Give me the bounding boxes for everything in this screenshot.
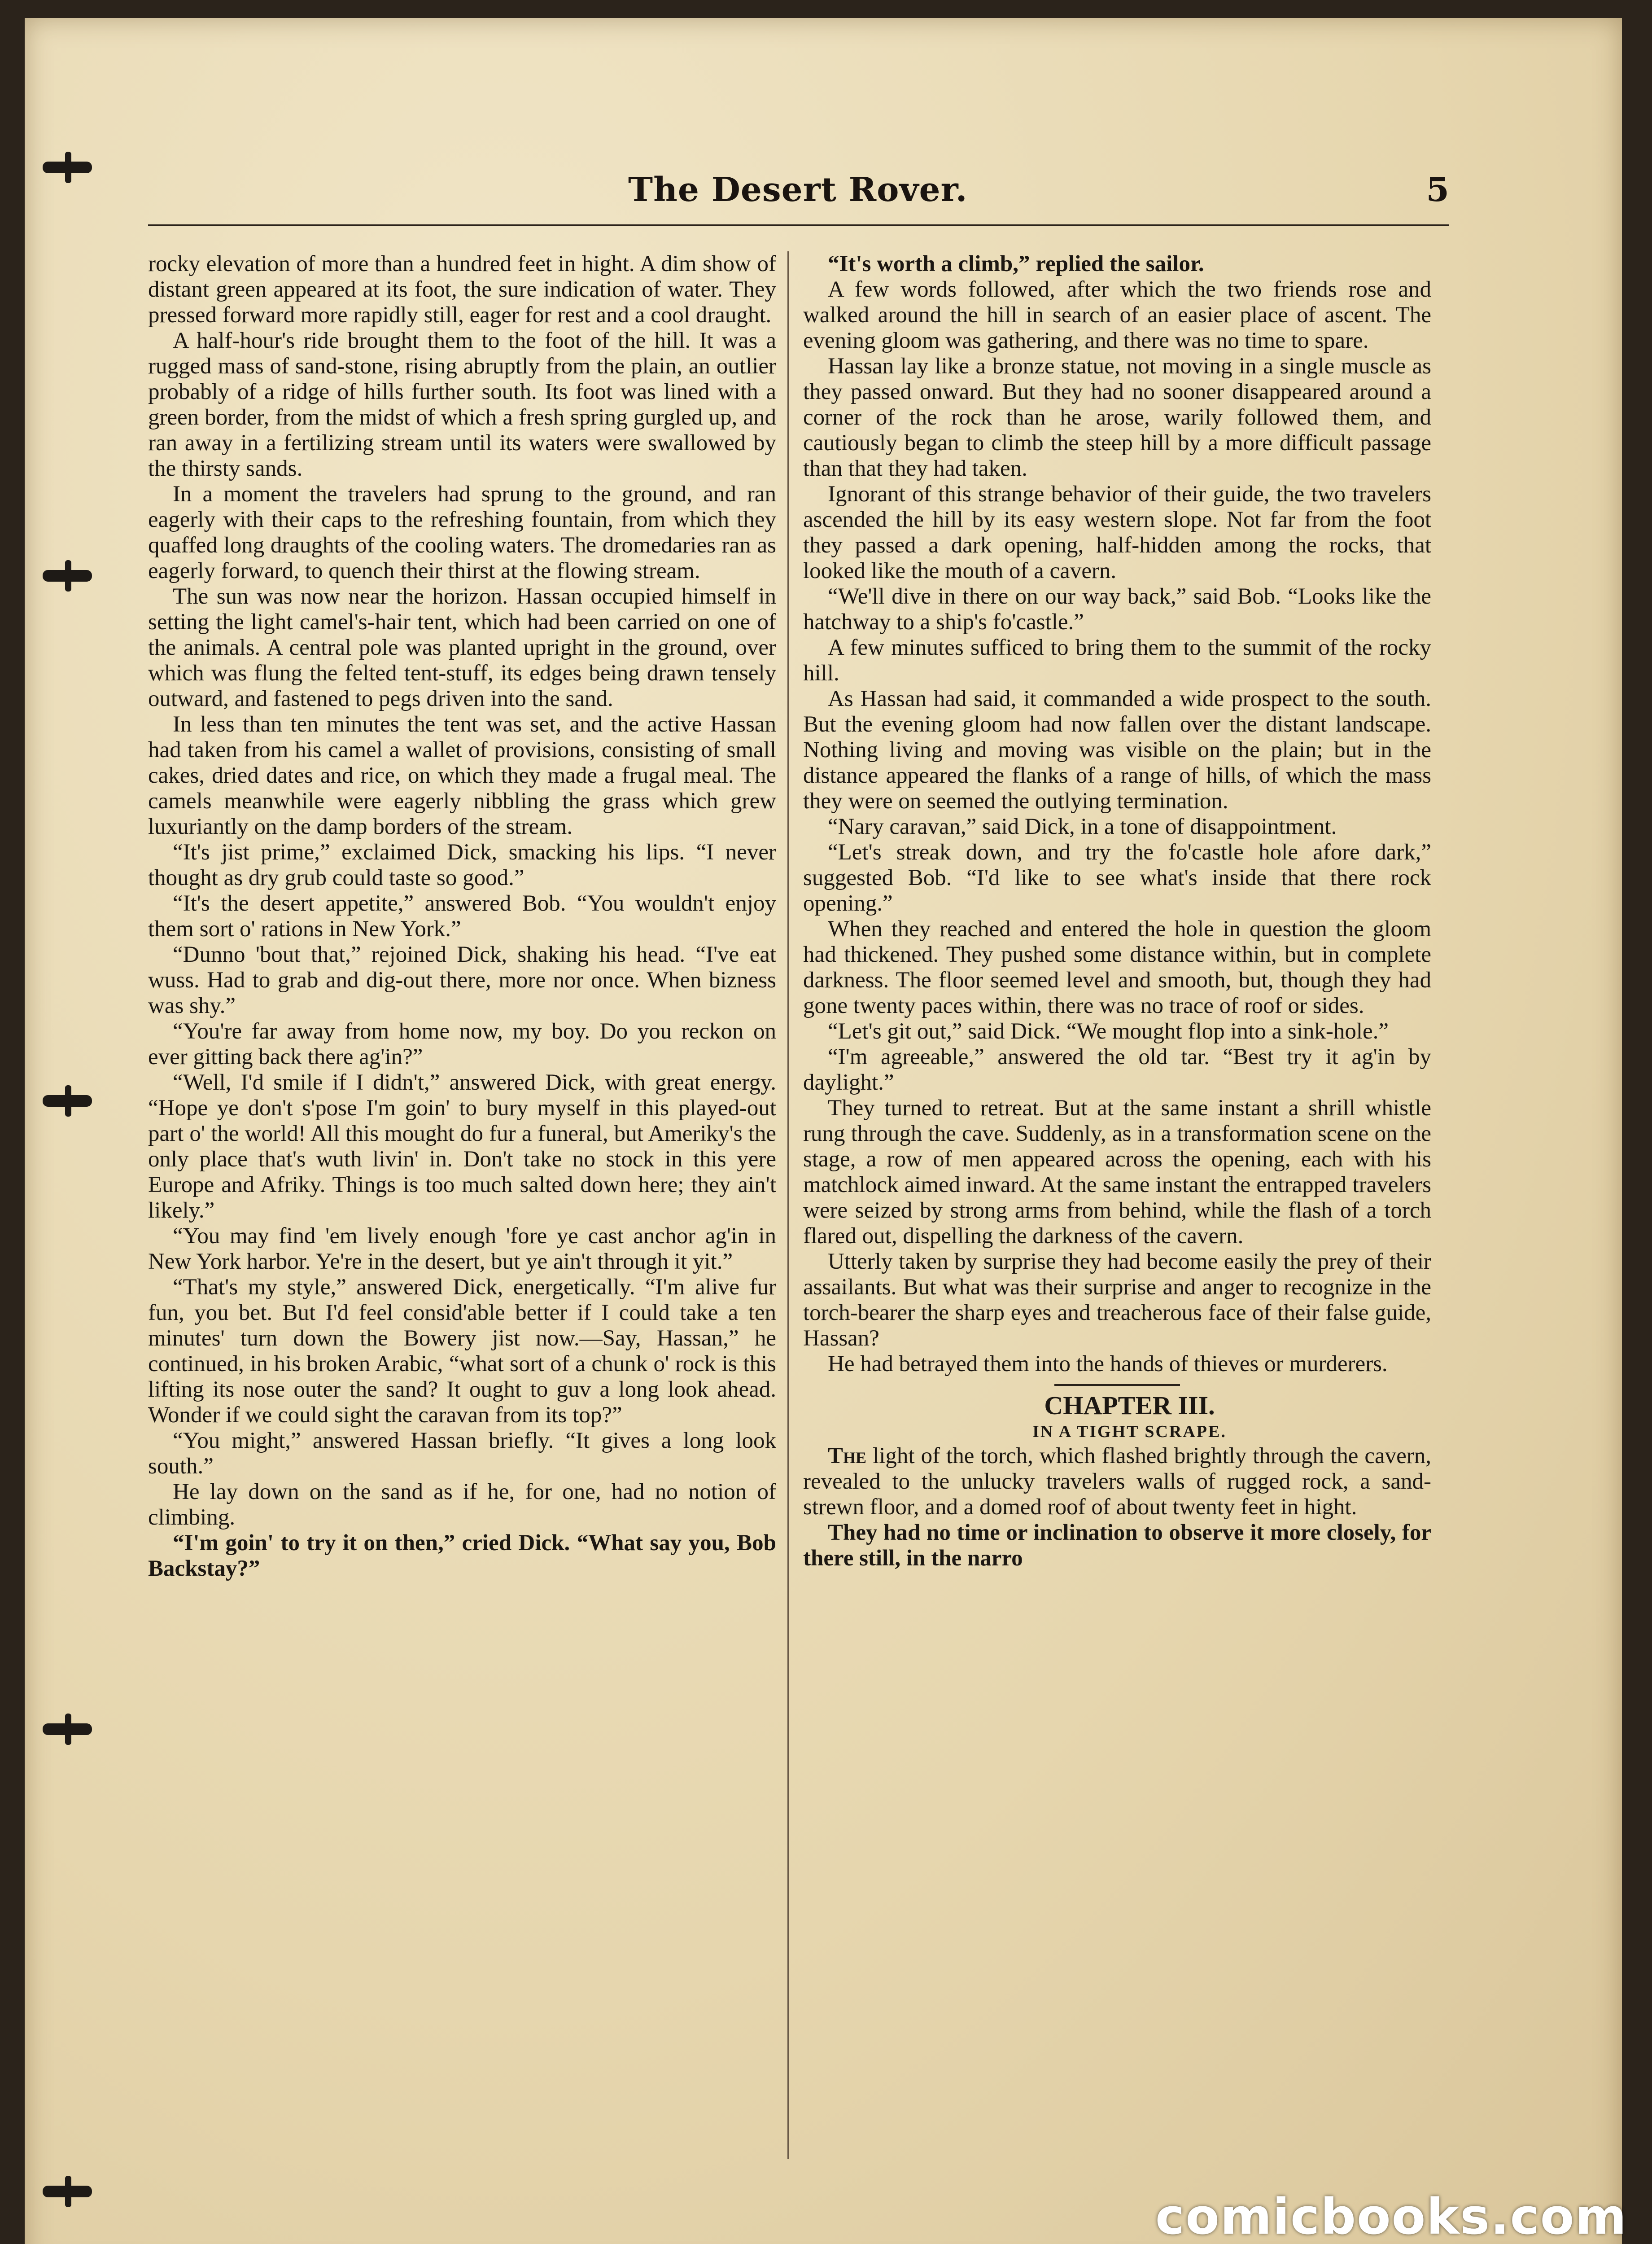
- paragraph: When they reached and entered the hole in question the gloom had thickened. They pushed some distance within, but in complete darkness. The floor seemed level and smooth, but, though they had gone twenty paces within, there was no trace of roof or sides.: [803, 916, 1431, 1018]
- paragraph: “We'll dive in there on our way back,” said Bob. “Looks like the hatchway to a ship's fo'castle.”: [803, 584, 1431, 635]
- binding-stitch: [43, 2186, 92, 2197]
- right-column: [803, 251, 1431, 2163]
- binding-stitch: [43, 1723, 92, 1735]
- paragraph: A few words followed, after which the two friends rose and walked around the hill in search of an easier place of ascent. The evening gloom was gathering, and there was no time to spare.: [803, 277, 1431, 353]
- paragraph: He lay down on the sand as if he, for one, had no notion of climbing.: [148, 1479, 776, 1530]
- paragraph: rocky elevation of more than a hundred feet in hight. A dim show of distant green appeared at its foot, the sure indication of water. They pressed forward more rapidly still, eager for rest and a cool draught.: [148, 251, 776, 328]
- paragraph: “It's jist prime,” exclaimed Dick, smacking his lips. “I never thought as dry grub could taste so good.”: [148, 840, 776, 890]
- binding-stitch: [43, 570, 92, 582]
- lead-word: The: [828, 1443, 867, 1468]
- paragraph: They turned to retreat. But at the same instant a shrill whistle rung through the cave. Suddenly, as in a transformation scene on the stage, a row of men appeared across the opening, each with his matchlock aimed inward. At the same instant the entrapped travelers were seized by strong arms from behind, while the flash of a torch flared out, dispelling the darkness of the cavern.: [803, 1096, 1431, 1249]
- paragraph: Utterly taken by surprise they had become easily the prey of their assailants. But what was their surprise and anger to recognize in the torch-bearer the sharp eyes and treacherous face of their false guide, Hassan?: [803, 1249, 1431, 1351]
- paragraph: The sun was now near the horizon. Hassan occupied himself in setting the light camel's-hair tent, which had been carried on one of the animals. A central pole was planted upright in the ground, over which was flung the felted tent-stuff, its edges being drawn tensely outward, and fastened to pegs driven into the sand.: [148, 584, 776, 711]
- paragraph: “I'm agreeable,” answered the old tar. “Best try it ag'in by daylight.”: [803, 1044, 1431, 1095]
- paragraph: Ignorant of this strange behavior of their guide, the two travelers ascended the hill by its easy western slope. Not far from the foot they passed a dark opening, half-hidden among the rocks, that looked like the mouth of a cavern.: [803, 482, 1431, 583]
- paragraph-text: light of the torch, which flashed brightly through the cavern, revealed to the unlucky travelers walls of rugged rock, a sand-strewn floor, and a domed roof of about twenty feet in hight.: [803, 1443, 1431, 1520]
- paragraph: A few minutes sufficed to bring them to the summit of the rocky hill.: [803, 635, 1431, 686]
- left-column: [148, 251, 776, 2163]
- watermark: comicbooks.com: [1155, 2188, 1627, 2244]
- chapter-subtitle: IN A TIGHT SCRAPE.: [1032, 1422, 1227, 1441]
- paragraph: “Well, I'd smile if I didn't,” answered Dick, with great energy. “Hope ye don't s'pose I'm goin' to bury myself in this played-out part o' the world! All this mought do fur a funeral, but Ameriky's the only place that's wuth livin' in. Don't take no stock in this yere Europe and Afriky. Things is too much salted down here; they ain't likely.”: [148, 1070, 776, 1223]
- binding-stitch: [43, 1095, 92, 1107]
- paragraph: Hassan lay like a bronze statue, not moving in a single muscle as they passed onward. But they had no sooner disappeared around a corner of the rock than he arose, warily followed them, and cautiously began to climb the steep hill by a more difficult passage than that they had taken.: [803, 354, 1431, 481]
- paragraph: “You might,” answered Hassan briefly. “It gives a long look south.”: [148, 1428, 776, 1479]
- paragraph: “I'm goin' to try it on then,” cried Dick. “What say you, Bob Backstay?”: [148, 1530, 776, 1581]
- paragraph: He had betrayed them into the hands of thieves or murderers.: [828, 1351, 1388, 1376]
- paragraph: “It's worth a climb,” replied the sailor.: [828, 251, 1204, 276]
- paragraph: “Nary caravan,” said Dick, in a tone of disappointment.: [828, 814, 1337, 839]
- chapter-opening-paragraph: [803, 1443, 1431, 1520]
- paragraph: “Dunno 'bout that,” rejoined Dick, shaking his head. “I've eat wuss. Had to grab and dig-out there, more nor once. When bizness was shy.”: [148, 942, 776, 1018]
- paragraph: They had no time or inclination to observe it more closely, for there still, in the narro: [803, 1520, 1431, 1571]
- paragraph: A half-hour's ride brought them to the foot of the hill. It was a rugged mass of sand-stone, rising abruptly from the plain, an outlier probably of a ridge of hills further south. Its foot was lined with a green border, from the midst of which a fresh spring gurgled up, and ran away in a fertilizing stream until its waters were swallowed by the thirsty sands.: [148, 328, 776, 481]
- paragraph: In less than ten minutes the tent was set, and the active Hassan had taken from his camel a wallet of provisions, consisting of small cakes, dried dates and rice, on which they made a frugal meal. The camels meanwhile were eagerly nibbling the grass which grew luxuriantly on the damp borders of the stream.: [148, 712, 776, 839]
- paragraph: As Hassan had said, it commanded a wide prospect to the south. But the evening gloom had now fallen over the distant landscape. Nothing living and moving was visible on the plain; but in the distance appeared the flanks of a range of hills, of which the mass they were on seemed the outlying termination.: [803, 686, 1431, 814]
- column-rule: [787, 251, 789, 2159]
- chapter-title: CHAPTER III.: [1044, 1391, 1215, 1420]
- paragraph: “It's the desert appetite,” answered Bob. “You wouldn't enjoy them sort o' rations in New York.”: [148, 891, 776, 942]
- running-header: [148, 171, 1449, 224]
- paragraph: In a moment the travelers had sprung to the ground, and ran eagerly with their caps to the refreshing fountain, from which they quaffed long draughts of the cooling waters. The dromedaries ran as eagerly forward, to quench their thirst at the flowing stream.: [148, 482, 776, 583]
- paragraph: “You may find 'em lively enough 'fore ye cast anchor ag'in in New York harbor. Ye're in the desert, but ye ain't through it yit.”: [148, 1223, 776, 1274]
- paragraph: “You're far away from home now, my boy. Do you reckon on ever gitting back there ag'in?”: [148, 1019, 776, 1069]
- page-number: 5: [1426, 171, 1449, 209]
- header-rule: [148, 224, 1449, 226]
- paragraph: “That's my style,” answered Dick, energetically. “I'm alive fur fun, you bet. But I'd feel consid'able better if I could take a ten minutes' turn down the Bowery jist now.—Say, Hassan,” he continued, in his broken Arabic, “what sort of a chunk o' rock is this lifting its nose outer the sand? It ought to guv a long look ahead. Wonder if we could sight the caravan from its top?”: [148, 1275, 776, 1428]
- paragraph: “Let's git out,” said Dick. “We mought flop into a sink-hole.”: [828, 1019, 1389, 1044]
- running-title: The Desert Rover.: [628, 171, 968, 209]
- binding-stitch: [43, 162, 92, 173]
- chapter-rule: [1054, 1384, 1180, 1386]
- paragraph: “Let's streak down, and try the fo'castle hole afore dark,” suggested Bob. “I'd like to see what's inside that there rock opening.”: [803, 840, 1431, 916]
